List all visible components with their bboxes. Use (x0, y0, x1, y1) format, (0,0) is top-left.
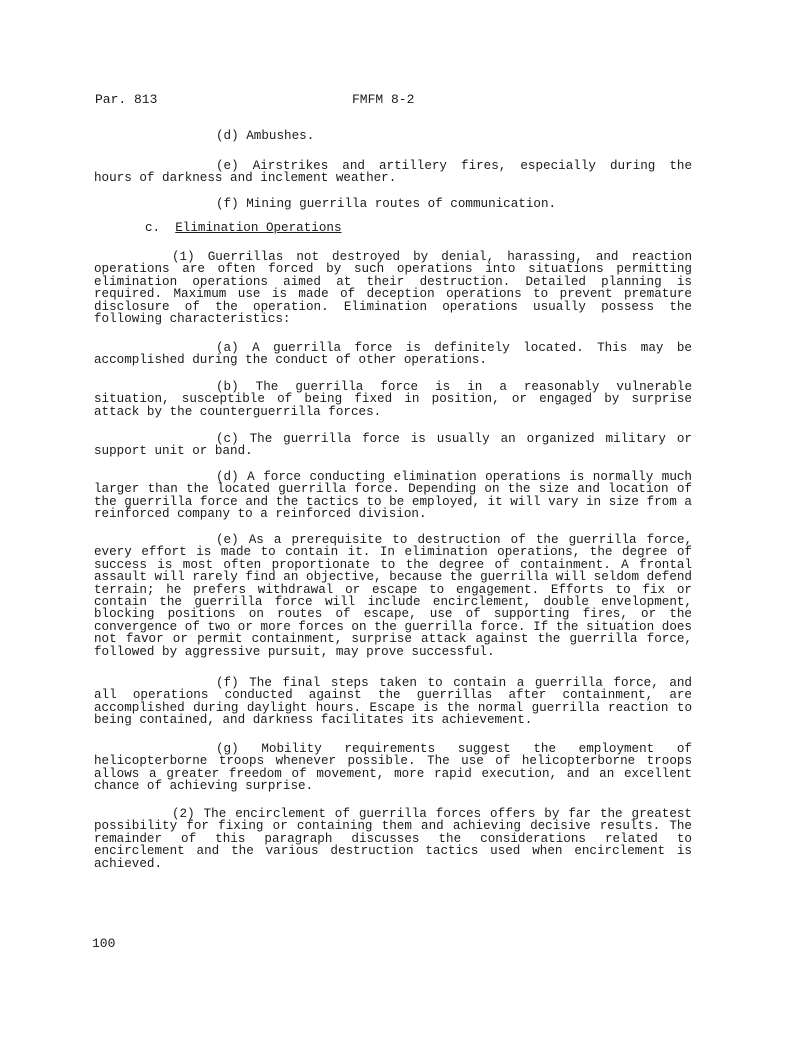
item-e-airstrikes: (e) Airstrikes and artillery fires, especially during the hours of darkness and inclement weather. (94, 159, 692, 186)
paragraph-reference: Par. 813 (95, 92, 158, 107)
characteristic-f: (f) The final steps taken to contain a guerrilla force, and all operations conducted against the guerrillas after containment, are accomplished during daylight hours. Escape is the normal guerrilla reaction to being contained, and darkness facilitates its achievement. (94, 676, 692, 728)
characteristic-d: (d) A force conducting elimination operations is normally much larger than the located guerrilla force. Depending on the size and location of the guerrilla force and the tactics to be employed, it will vary in size from a reinforced company to a reinforced division. (94, 470, 692, 522)
section-letter: c. (145, 221, 161, 235)
item-f-mining: (f) Mining guerrilla routes of communication. (216, 197, 557, 211)
paragraph-1-intro: (1) Guerrillas not destroyed by denial, harassing, and reaction operations are often forced by such operations into situations permitting elimination operations aimed at their destruction. Detailed planning is required. Maximum use is made of deception operations to prevent premature disclosure of the operation. Elimination operations usually possess the following characteristics: (94, 250, 692, 327)
characteristic-b: (b) The guerrilla force is in a reasonably vulnerable situation, susceptible of being fixed in position, or engaged by surprise attack by the counterguerrilla forces. (94, 380, 692, 419)
characteristic-a: (a) A guerrilla force is definitely located. This may be accomplished during the conduct of other operations. (94, 341, 692, 368)
paragraph-2: (2) The encirclement of guerrilla forces offers by far the greatest possibility for fixing or containing them and achieving decisive results. The remainder of this paragraph discusses the considerations related to encirclement and the various destruction tactics used when encirclement is achieved. (94, 807, 692, 871)
section-heading (145, 221, 342, 235)
characteristic-c: (c) The guerrilla force is usually an organized military or support unit or band. (94, 432, 692, 459)
page-number: 100 (92, 936, 116, 951)
section-title: Elimination Operations (175, 221, 342, 235)
manual-designation: FMFM 8-2 (352, 92, 415, 107)
characteristic-g: (g) Mobility requirements suggest the employment of helicopterborne troops whenever possible. The use of helicopterborne troops allows a greater freedom of movement, more rapid execution, and an excellent chance of achieving surprise. (94, 742, 692, 794)
characteristic-e: (e) As a prerequisite to destruction of the guerrilla force, every effort is made to contain it. In elimination operations, the degree of success is most often proportionate to the degree of containment. A frontal assault will rarely find an objective, because the guerrilla will seldom defend terrain; he prefers withdrawal or escape to engagement. Efforts to fix or contain the guerrilla force will include encirclement, double envelopment, blocking positions on routes of escape, use of supporting fires, or the convergence of two or more forces on the guerrilla force. If the situation does not favor or permit containment, surprise attack against the guerrilla force, followed by aggressive pursuit, may prove successful. (94, 533, 692, 659)
item-d-ambushes: (d) Ambushes. (216, 129, 315, 143)
